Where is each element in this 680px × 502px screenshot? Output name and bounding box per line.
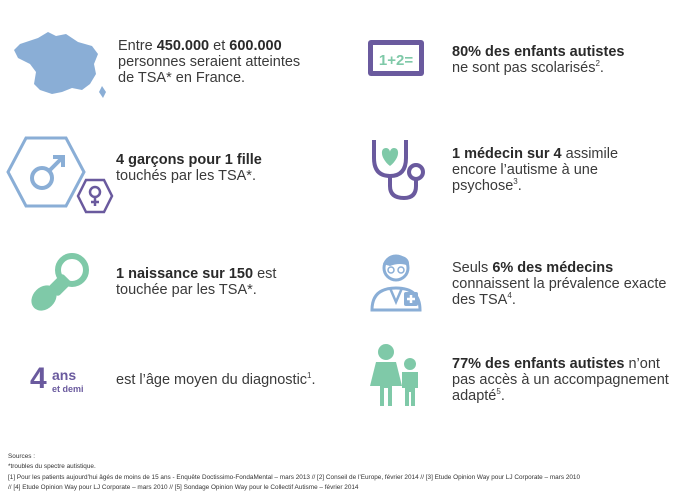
parent-child-icon [368,342,424,408]
math-slate-icon [366,38,426,78]
doctor-icon [368,248,424,312]
age-unit: ans [52,367,77,383]
stat-prevalence-text: Seuls 6% des médecins connaissent la prévalence exacte des TSA$^4$. [452,260,667,308]
sources-line-1: [1] Pour les patients aujourd’hui âgés de moins de 15 ans - Enquête Doctissimo-FondaMental – mars 2013 // [2] Conseil de l’Europe, février 2014 // [3] Etude Opinion Way pour LJ Corporate – mars 2010 [8,473,581,481]
age-diagnostic-badge [30,364,100,400]
stethoscope-heart-icon [366,136,430,202]
stat-france-text: Entre 450.000 et 600.000 personnes seraient atteintes de TSA* en France. [118,38,301,86]
stat-scolarisation-text: 80% des enfants autistes ne sont pas scolarisés$^2$. [452,44,625,76]
stat-accompagnement-text: 77% des enfants autistes n’ont pas accès à un accompagnement adapté$^5$. [452,356,669,404]
sources-block [8,452,676,494]
france-map-icon [8,30,108,100]
sources-title: Sources : [8,453,35,460]
age-fraction: et demi [52,384,84,394]
stat-age-text: est l’âge moyen du diagnostic$^1$. [116,371,316,388]
sources-line-2: // [4] Etude Opinion Way pour LJ Corporate – mars 2010 // [5] Sondage Opinion Way pour le Collectif Autisme – février 2014 [8,484,359,492]
pacifier-icon [28,250,94,314]
gender-symbols-icon [6,136,114,216]
stat-naissance-text: 1 naissance sur 150 est touchée par les TSA*. [116,266,277,298]
svg-text:1+2=: 1+2= [378,52,414,69]
stat-gender-text: 4 garçons pour 1 fille touchés par les TSA*. [116,152,262,184]
sources-note: *troubles du spectre autistique. [8,463,96,471]
stat-medecin-text: 1 médecin sur 4 assimile encore l’autisme à une psychose$^3$. [452,146,619,194]
age-number: 4 [30,362,47,395]
